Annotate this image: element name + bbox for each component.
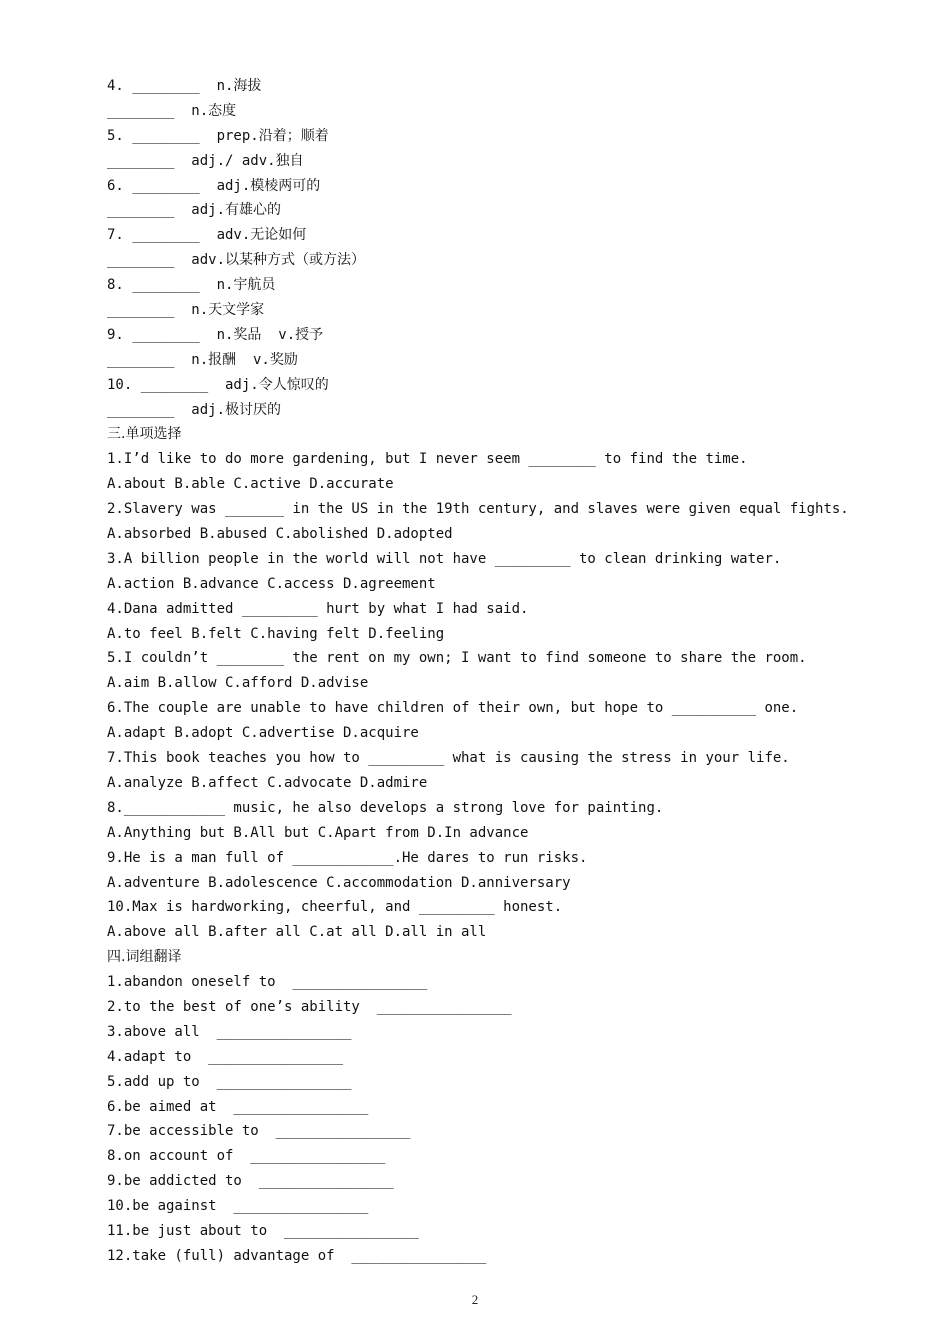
options-line: A.about B.able C.active D.accurate (107, 476, 394, 493)
vocab-line: ________ adv.以某种方式（或方法） (107, 252, 366, 269)
phrase-line: 11.be just about to ________________ (107, 1222, 419, 1239)
vocab-line: 9. ________ n.奖品 v.授予 (107, 326, 324, 343)
options-line: A.Anything but B.All but C.Apart from D.In advance (107, 824, 529, 841)
section-heading: 四.词组翻译 (107, 949, 182, 966)
phrase-line: 6.be aimed at ________________ (107, 1098, 369, 1115)
vocab-line: ________ n.报酬 v.奖励 (107, 351, 298, 368)
options-line: A.above all B.after all C.at all D.all in all (107, 924, 487, 941)
phrase-line: 10.be against ________________ (107, 1198, 369, 1215)
phrase-line: 9.be addicted to ________________ (107, 1173, 394, 1190)
phrase-line: 2.to the best of one’s ability ________________ (107, 998, 512, 1015)
question-line: 4.Dana admitted _________ hurt by what I had said. (107, 600, 529, 617)
phrase-line: 3.above all ________________ (107, 1023, 352, 1040)
vocab-line: 6. ________ adj.模棱两可的 (107, 177, 321, 194)
options-line: A.action B.advance C.access D.agreement (107, 575, 436, 592)
phrase-line: 7.be accessible to ________________ (107, 1123, 411, 1140)
vocab-line: ________ adj./ adv.独自 (107, 152, 304, 169)
vocab-line: ________ n.天文学家 (107, 302, 265, 319)
phrase-line: 5.add up to ________________ (107, 1073, 352, 1090)
vocab-line: ________ adj.有雄心的 (107, 202, 282, 219)
vocab-line: 10. ________ adj.令人惊叹的 (107, 376, 329, 393)
options-line: A.adventure B.adolescence C.accommodation D.anniversary (107, 874, 571, 891)
options-line: A.absorbed B.abused C.abolished D.adopted (107, 526, 453, 543)
worksheet-page (107, 74, 867, 1269)
vocab-line: ________ n.态度 (107, 102, 237, 119)
multiple-choice-section (107, 422, 867, 945)
question-line: 9.He is a man full of ____________.He dares to run risks. (107, 849, 588, 866)
question-line: 8.____________ music, he also develops a strong love for painting. (107, 799, 664, 816)
question-line: 6.The couple are unable to have children of their own, but hope to __________ one. (107, 700, 799, 717)
phrase-line: 1.abandon oneself to ________________ (107, 974, 428, 991)
options-line: A.adapt B.adopt C.advertise D.acquire (107, 725, 419, 742)
phrase-line: 4.adapt to ________________ (107, 1048, 344, 1065)
options-line: A.to feel B.felt C.having felt D.feeling (107, 625, 445, 642)
vocab-line: 8. ________ n.宇航员 (107, 277, 276, 294)
question-line: 10.Max is hardworking, cheerful, and _________ honest. (107, 899, 563, 916)
phrase-translation-section (107, 945, 867, 1269)
vocab-line: ________ adj.极讨厌的 (107, 401, 282, 418)
page-number: 2 (471, 1292, 479, 1307)
question-line: 1.I’d like to do more gardening, but I never seem ________ to find the time. (107, 451, 748, 468)
question-line: 2.Slavery was _______ in the US in the 19th century, and slaves were given equal fights. (107, 501, 849, 518)
vocab-list (107, 74, 867, 422)
question-line: 3.A billion people in the world will not have _________ to clean drinking water. (107, 550, 782, 567)
options-line: A.aim B.allow C.afford D.advise (107, 675, 369, 692)
phrase-line: 12.take (full) advantage of ________________ (107, 1247, 487, 1264)
vocab-line: 7. ________ adv.无论如何 (107, 227, 307, 244)
question-line: 5.I couldn’t ________ the rent on my own; I want to find someone to share the room. (107, 650, 807, 667)
section-heading: 三.单项选择 (107, 426, 182, 443)
phrase-line: 8.on account of ________________ (107, 1148, 386, 1165)
question-line: 7.This book teaches you how to _________ what is causing the stress in your life. (107, 750, 790, 767)
vocab-line: 5. ________ prep.沿着；顺着 (107, 127, 329, 144)
options-line: A.analyze B.affect C.advocate D.admire (107, 774, 428, 791)
vocab-line: 4. ________ n.海拔 (107, 78, 262, 94)
